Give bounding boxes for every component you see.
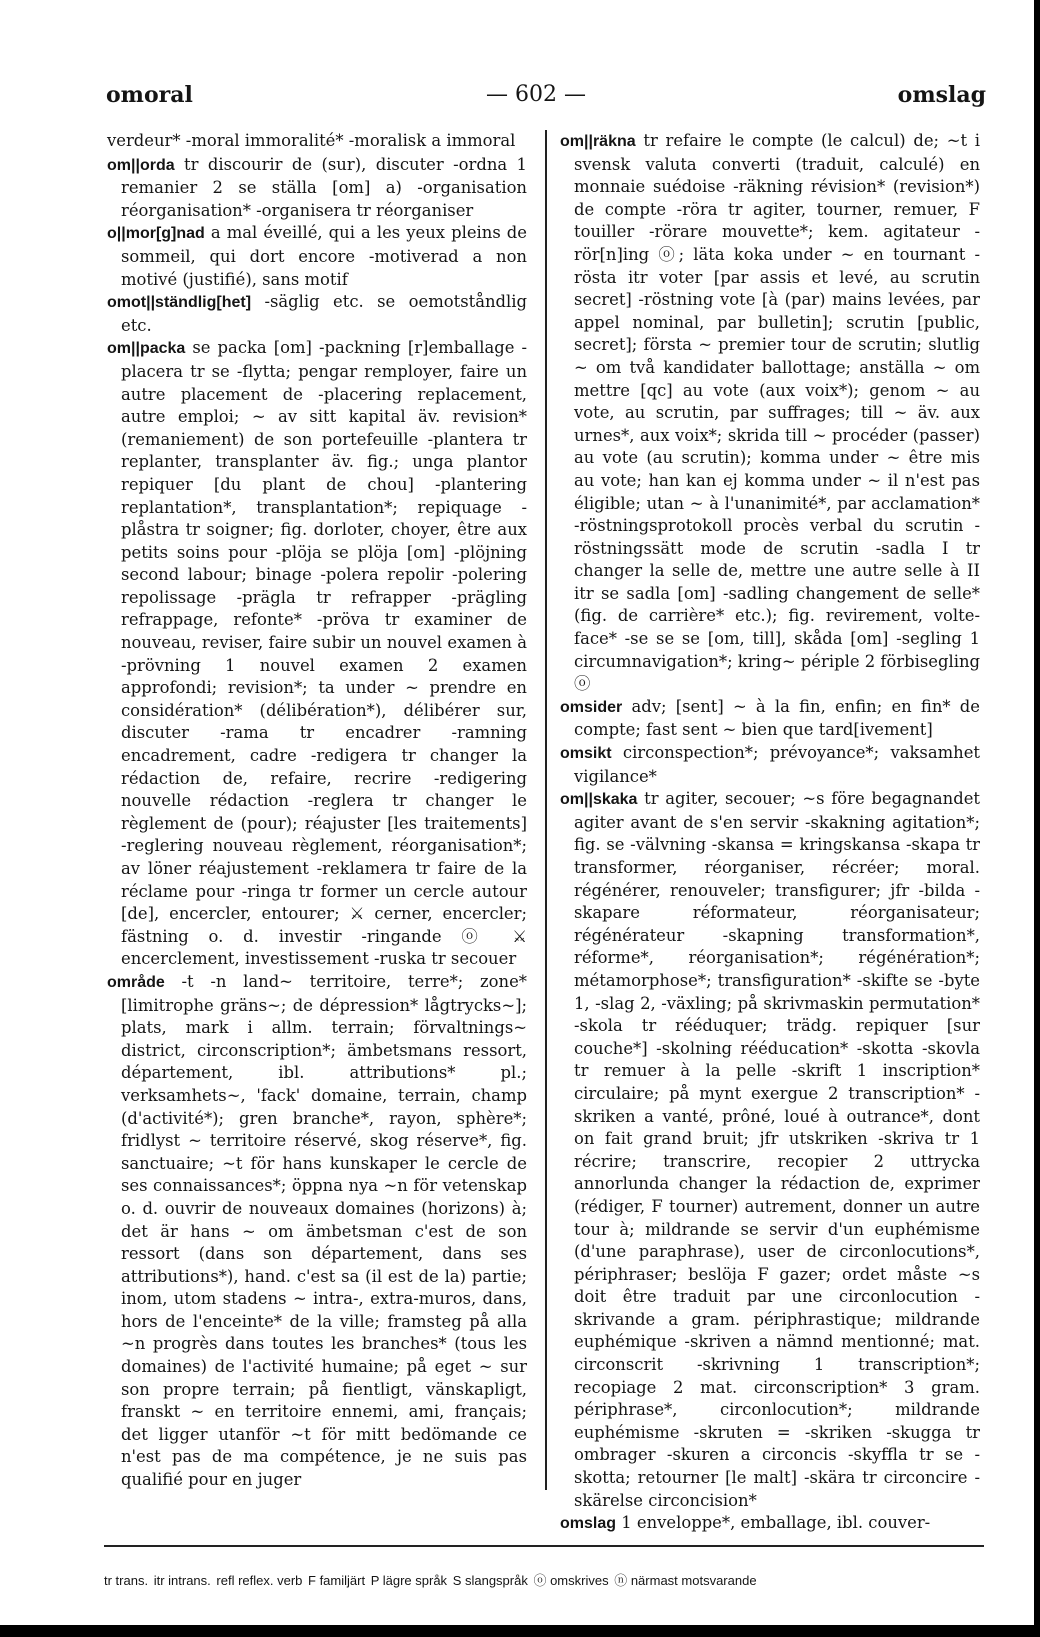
dictionary-entry [107,971,527,1492]
entry-text: se packa [om] -packning [r]emballage -placera tr se -flytta; pengar remployer, faire un autre placement de -placering replacement, autre emploi; ~ av sitt kapital äv. revision* (remaniement) de son portefeuille -plantera tr replanter, transplanter äv. fig.; unga plantor repiquer [du plant de chou] -plantering replantation*, transplantation*; repiquage -plåstra tr soigner; fig. dorloter, choyer, être aux petits soins pour -plöja se plöja [om] -plöjning second labour; binage -polera repolir -polering repolissage -prägla tr refrapper -prägling refrappage, refonte* -pröva tr examiner de nouveau, reviser, faire subir un nouvel examen à -prövning 1 nouvel examen 2 examen approfondi; revision*; ta under ~ prendre en considération* (délibération*), délibérer sur, discuter -rama tr encadrer -ramning encadrement, cadre -redigera tr changer la rédaction de, refaire, recrire -redigering nouvelle rédaction -reglera tr changer le règlement de (pour); réajuster [les traitements] -reglering nouveau règlement, réorganisation*; av löner réajustement -reklamera tr faire de la réclame pour -ringa tr former un cercle autour [de], encercler, entourer; ⚔ cerner, encercler; fästning o. d. investir -ringande ⓞ ⚔ encerclement, investissement -ruska tr secouer [121,338,527,969]
dictionary-entry [560,130,980,696]
dictionary-entry [107,130,527,154]
dictionary-entry [560,1512,980,1536]
headword: om||orda [107,156,175,174]
legend-item: tr trans. [104,1573,149,1588]
legend-item: S slangspråk [452,1573,528,1588]
entry-text: tr agiter, secouer; ~s före begagnandet agiter avant de s'en servir -skakning agitation*; fig. se -välvning -skansa = kringskansa -skapa tr transformer, réorganiser, récréer; moral. régénérer, renouveler; transfigurer; jfr -bilda -skapare réformateur, réorganisateur; régénérateur -skapning transformation*, réforme*, réorganisation*; régénération*; métamorphose*; transfiguration* -skifte se -byte 1, -slag 2, -växling; på skrivmaskin permutation* -skola tr rééduquer; trädg. repiquer [sur couche*] -skolning rééducation* -skotta -skovla tr remuer à la pelle -skrift 1 inscription* circulaire; på mynt exergue 2 transcription* -skriken a vanté, prôné, loué à outrance*, dont on fait grand bruit; jfr utskriken -skriva tr 1 récrire; transcrire, recopier 2 uttrycka annorlunda changer la rédaction de, exprimer (rédiger, F tourner) autrement, donner un autre tour à; mildrande se servir d'un euphémisme (d'une paraphrase), user de circonlocutions*, périphraser; beslöja F gazer; ordet måste ~s doit être traduit par une circonlocution -skrivande a gram. périphrastique; mildrande euphémique -skriven a nämnd mentionné; mat. circonscrit -skrivning 1 transcription*; recopiage 2 mat. circonscription* 3 gram. périphrase*, circonlocution*; mildrande euphémisme -skruten = -skriken -skugga tr ombrager -skuren a circoncis -skyffla tr se -skotta; retourner [le malt] -skära tr circoncire -skärelse circoncision* [574,789,980,1510]
right-column [560,130,980,1536]
headword: omsikt [560,745,612,763]
left-column [107,130,527,1492]
entry-text: verdeur* -moral immoralité* -moralisk a immoral [107,131,516,150]
legend-item: P lägre språk [370,1573,448,1588]
scan-border-right [1034,0,1040,1637]
scan-border-bottom [0,1625,1040,1637]
legend-item: itr intrans. [153,1573,211,1588]
guide-word-left: omoral [106,82,193,108]
guide-word-right: omslag [897,82,986,108]
legend-item: F familjärt [308,1573,366,1588]
headword: om||räkna [560,133,636,150]
page-number: — 602 — [486,82,586,107]
entry-text: tr discourir de (sur), discuter -ordna 1 remanier 2 se ställa [om] a) -organisation réorganisation* -organisera tr réorganiser [121,154,527,220]
headword: om||packa [107,340,186,358]
legend-item: refl reflex. verb [216,1573,303,1588]
dictionary-entry [560,788,980,1512]
headword: omot||ständlig[het] [107,294,252,312]
legend-item: ⓞ omskrives [533,1573,609,1588]
entry-text: tr refaire le compte (le calcul) de; ~t i svensk valuta converti (traduit, calculé) en monnaie suédoise -räkning révision* (revision*) de compte -röra tr agiter, tourner, remuer, F touiller -rörare mouvette*; kem. agitateur -rör[n]ing ⓞ; läta koka under ~ en tournant -rösta itr voter [par assis et levé, au scrutin secret] -röstning vote [à (par) mains levées, par appel nominal, par bulletin]; scrutin [public, secret]; första ~ premier tour de scrutin; slutlig ~ om två kandidater ballottage; anställa ~ om mettre [qc] au vote (aux voix*); genom ~ au vote, au scrutin, par suffrages; till ~ äv. aux urnes*, aux voix*; skrida till ~ procéder (passer) au vote (au scrutin); komma under ~ être mis au vote; han kan ej komma under ~ il n'est pas éligible; utan ~ à l'unanimité*, par acclamation* -röstningsprotokoll procès verbal du scrutin -röstningssätt mode de scrutin -sadla I tr changer la selle de, mettre une autre selle à II itr se sadla [om] -sadling changement de selle* (fig. de carrière* etc.); fig. revirement, volte-face* -se se se [om, till], skåda [om] -segling 1 circumnavigation*; kring~ périple 2 förbisegling ⓞ [574,131,981,694]
headword: om||skaka [560,791,638,809]
footer-rule [104,1545,984,1547]
headword: omsider [560,698,623,716]
headword: omslag [560,1515,617,1533]
abbreviation-legend [104,1570,984,1589]
dictionary-entry [107,154,527,223]
headword: o||mor[g]nad [107,225,205,243]
entry-text: circonspection*; prévoyance*; vaksamhet vigilance* [574,743,980,786]
dictionary-entry [560,696,980,742]
entry-text: 1 enveloppe*, emballage, ibl. couver- [621,1513,931,1533]
entry-text: a mal éveillé, qui a les yeux pleins de sommeil, qui dort encore -motiverad a non motivé (justifié), sans motif [121,223,527,289]
dictionary-entry [107,337,527,971]
dictionary-entry [107,291,527,337]
dictionary-entry [107,222,527,291]
column-divider [545,130,547,1490]
dictionary-entry [560,742,980,788]
entry-text: adv; [sent] ~ à la fin, enfin; en fin* de compte; fast sent ~ bien que tard[ivement] [574,696,980,740]
headword: område [107,973,165,991]
entry-text: -säglig etc. se oemotståndlig etc. [121,292,527,335]
entry-text: -t -n land~ territoire, terre*; zone* [limitrophe gräns~; de dépression* lågtrycks~]; plats, mark i allm. terrain; förvaltnings~ district, circonscription*; ämbetsmans ressort, département, ibl. attributions* pl.; verksamhets~, 'fack' domaine, terrain, champ (d'activité*); gren branche*, rayon, sphère*; fridlyst ~ territoire réservé, skog réserve*, fig. sanctuaire; ~t för hans kunskaper le cercle de ses connaissances*; öppna nya ~n för vetenskap o. d. ouvrir de nouveaux domaines (horizons) à; det är hans ~ om ämbetsman c'est de son ressort (dans son département, dans ses attributions*), hand. c'est sa (il est de la) partie; inom, utom stadens ~ intra-, extra-muros, dans, hors de l'enceinte* de la ville; framsteg på alla ~n progrès dans toutes les branches* (tous les domaines) de l'activité humaine; på eget ~ sur son propre terrain; på fientligt, vänskapligt, franskt ~ en territoire ennemi, ami, français; det ligger utanför ~t för mitt bedömande ce n'est pas de ma compétence, je ne suis pas qualifié pour en juger [121,971,527,1490]
legend-item: ⓝ närmast motsvarande [614,1573,757,1588]
